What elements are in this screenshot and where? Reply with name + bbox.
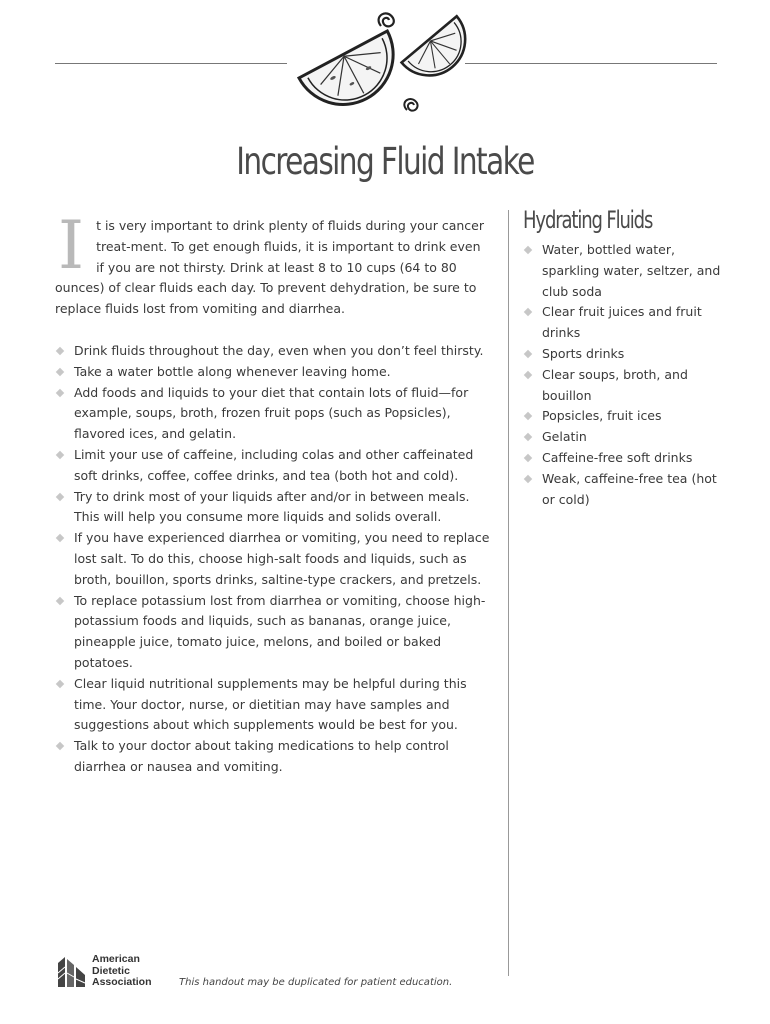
list-item (55, 674, 492, 736)
list-item-text: Clear soups, broth, and bouillon (542, 366, 688, 403)
diamond-bullet-icon (56, 534, 64, 542)
diamond-bullet-icon (524, 475, 532, 483)
list-item (55, 383, 492, 445)
list-item (55, 591, 492, 674)
list-item-text: Sports drinks (542, 345, 625, 361)
logo-line: Dietetic (92, 964, 130, 977)
list-item-text: Add foods and liquids to your diet that contain lots of fluid—for example, soups, broth, frozen fruit pops (such as Popsicles), flavored ices, and gelatin. (74, 384, 469, 442)
logo-line: Association (92, 976, 152, 988)
diamond-bullet-icon (56, 596, 64, 604)
intro-paragraph (55, 207, 492, 320)
main-content (55, 207, 492, 778)
list-item (523, 365, 723, 407)
list-item (523, 240, 723, 302)
list-item (523, 469, 723, 511)
intro-text: t is very important to drink plenty of fluids during your cancer treat-ment. To get enough fluids, it is important to drink even if you are not thirsty. Drink at least 8 to 10 cups (64 to 80 ounces) of clear fluids each day. To prevent dehydration, be sure to replace fluids lost from vomiting and diarrhea. (55, 218, 484, 317)
logo-line: American (92, 953, 140, 965)
list-item-text: Popsicles, fruit ices (542, 408, 662, 424)
diamond-bullet-icon (56, 451, 64, 459)
diamond-bullet-icon (56, 742, 64, 750)
diamond-bullet-icon (56, 679, 64, 687)
list-item-text: Gelatin (542, 429, 587, 445)
duplication-note: This handout may be duplicated for patient education. (179, 977, 453, 988)
diamond-bullet-icon (524, 371, 532, 379)
ada-logo (55, 953, 175, 991)
list-item-text: Clear fruit juices and fruit drinks (542, 304, 702, 341)
diamond-bullet-icon (524, 454, 532, 462)
tips-list (55, 341, 492, 778)
list-item-text: If you have experienced diarrhea or vomiting, you need to replace lost salt. To do this, choose high-salt foods and liquids, such as broth, bouillon, sports drinks, saltine-type crackers, and pretzels. (74, 530, 490, 587)
diamond-bullet-icon (524, 350, 532, 358)
ada-logo-icon (55, 953, 89, 989)
list-item (523, 448, 723, 469)
list-item (523, 302, 723, 344)
list-item (523, 344, 723, 365)
list-item (55, 487, 492, 529)
hydrating-fluids-list (523, 240, 723, 510)
diamond-bullet-icon (524, 246, 532, 254)
list-item-text: Weak, caffeine-free tea (hot or cold) (542, 470, 717, 507)
list-item (523, 427, 723, 448)
list-item (55, 528, 492, 590)
list-item-text: Water, bottled water, sparkling water, seltzer, and club soda (542, 242, 721, 299)
list-item-text: Talk to your doctor about taking medications to help control diarrhea or nausea and vomiting. (74, 738, 449, 774)
list-item (55, 445, 492, 487)
drop-cap: I (58, 207, 85, 284)
list-item-text: Limit your use of caffeine, including colas and other caffeinated soft drinks, coffee, coffee drinks, and tea (both hot and cold). (74, 446, 474, 483)
diamond-bullet-icon (524, 412, 532, 420)
list-item (55, 341, 492, 362)
column-divider (508, 210, 509, 976)
diamond-bullet-icon (56, 347, 64, 355)
list-item-text: Take a water bottle along whenever leaving home. (74, 363, 391, 379)
hydrating-fluids-sidebar (523, 206, 723, 510)
header-rule-left (55, 63, 287, 64)
page-title: Increasing Fluid Intake (236, 140, 534, 183)
diamond-bullet-icon (524, 433, 532, 441)
list-item-text: To replace potassium lost from diarrhea or vomiting, choose high-potassium foods and liquids, such as bananas, orange juice, pineapple juice, tomato juice, melons, and boiled or baked potatoes. (74, 592, 486, 670)
header-rule-right (465, 63, 717, 64)
list-item (55, 362, 492, 383)
lemon-slices-icon (285, 4, 470, 122)
list-item-text: Clear liquid nutritional supplements may be helpful during this time. Your doctor, nurse, or dietitian may have samples and suggestions about which supplements would be best for you. (74, 675, 467, 733)
sidebar-title: Hydrating Fluids (523, 206, 653, 234)
list-item-text: Drink fluids throughout the day, even when you don’t feel thirsty. (74, 342, 484, 358)
diamond-bullet-icon (56, 368, 64, 376)
diamond-bullet-icon (524, 308, 532, 316)
diamond-bullet-icon (56, 492, 64, 500)
list-item (55, 736, 492, 778)
ada-logo-text (92, 954, 152, 989)
list-item (523, 406, 723, 427)
list-item-text: Caffeine-free soft drinks (542, 449, 693, 465)
list-item-text: Try to drink most of your liquids after and/or in between meals. This will help you consume more liquids and solids overall. (74, 488, 470, 525)
diamond-bullet-icon (56, 388, 64, 396)
